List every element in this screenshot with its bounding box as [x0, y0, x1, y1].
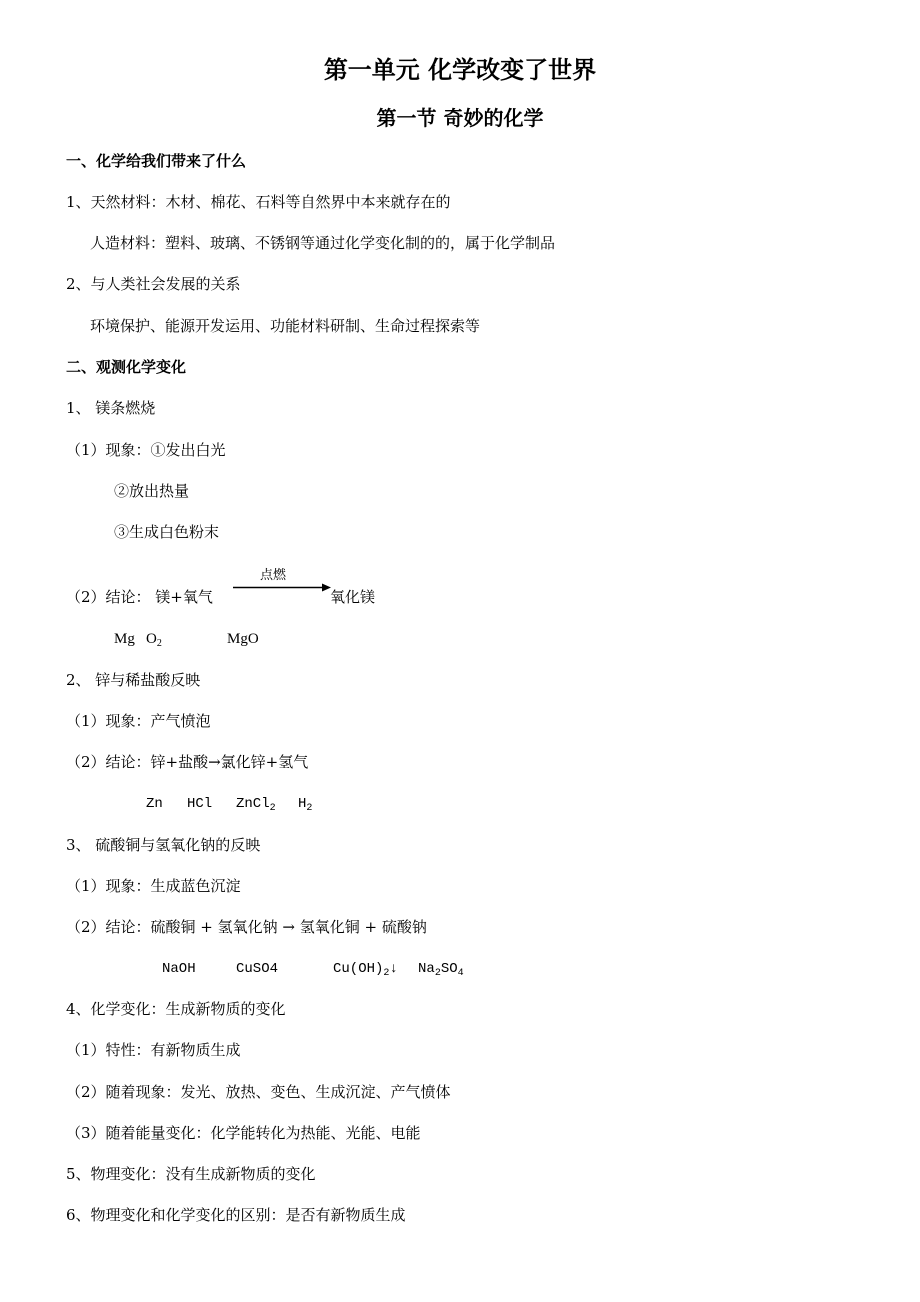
magnesium-phenomenon-1: （1）现象：①发出白光 — [66, 441, 226, 459]
copper-sulfate-reaction-title: 3、 硫酸铜与氢氧化钠的反映 — [66, 836, 261, 854]
formula-hcl: HCl — [187, 796, 213, 812]
zinc-phenomenon: （1）现象：产气愤泡 — [66, 712, 211, 730]
formula-h2: $H_2$ — [298, 796, 313, 814]
physical-change-definition: 5、物理变化：没有生成新物质的变化 — [66, 1165, 316, 1183]
formula-zn: Zn — [146, 796, 163, 812]
heading-what-chemistry-brings: 一、化学给我们带来了什么 — [66, 152, 247, 170]
formula-naoh: NaOH — [162, 961, 196, 977]
formula-o2: $O_2$ — [146, 631, 162, 649]
copper-sulfate-phenomenon: （1）现象：生成蓝色沉淀 — [66, 877, 241, 895]
precipitate-arrow-icon: ↓ — [389, 961, 398, 977]
formula-mgo: MgO — [227, 631, 259, 647]
formula-zncl2: ZnCl$_2$ — [236, 796, 276, 814]
section-title: 第一节 奇妙的化学 — [376, 106, 544, 130]
magnesium-conclusion-reactants: （2）结论： 镁+氧气 — [66, 588, 213, 606]
chemical-change-feature: （1）特性：有新物质生成 — [66, 1041, 241, 1059]
chemical-change-energy: （3）随着能量变化：化学能转化为热能、光能、电能 — [66, 1124, 421, 1142]
zinc-reaction-title: 2、 锌与稀盐酸反映 — [66, 671, 201, 689]
natural-materials-line: 1、天然材料：木材、棉花、石料等自然界中本来就存在的 — [66, 193, 451, 211]
arrow-icon — [232, 568, 332, 598]
formula-mg: Mg — [114, 631, 135, 647]
copper-sulfate-conclusion: （2）结论：硫酸铜 + 氢氧化钠 → 氢氧化铜 + 硫酸钠 — [66, 918, 427, 936]
reaction-arrow — [232, 568, 332, 598]
magnesium-phenomenon-2: ②放出热量 — [114, 482, 190, 500]
artificial-materials-line: 人造材料：塑料、玻璃、不锈钢等通过化学变化制的的，属于化学制品 — [90, 234, 556, 252]
relation-areas-line: 环境保护、能源开发运用、功能材料研制、生命过程探索等 — [90, 317, 481, 335]
formula-cuso4: CuSO4 — [236, 961, 279, 977]
zinc-conclusion: （2）结论：锌+盐酸→氯化锌+氢气 — [66, 753, 309, 771]
heading-observe-change: 二、观测化学变化 — [66, 358, 187, 376]
page-title: 第一单元 化学改变了世界 — [323, 55, 597, 84]
chemical-change-phenomena: （2）随着现象：发光、放热、变色、生成沉淀、产气愤体 — [66, 1083, 451, 1101]
ignition-condition-label: 点燃 — [260, 568, 287, 583]
formula-cuoh2: $Cu(OH)_2↓$ — [333, 961, 398, 979]
relation-heading-line: 2、与人类社会发展的关系 — [66, 275, 241, 293]
chemical-change-definition: 4、化学变化：生成新物质的变化 — [66, 1000, 286, 1018]
difference-line: 6、物理变化和化学变化的区别：是否有新物质生成 — [66, 1206, 406, 1224]
formula-na2so4: $Na_2SO_4$ — [418, 961, 464, 979]
magnesium-conclusion-product: 氧化镁 — [330, 588, 376, 606]
magnesium-phenomenon-3: ③生成白色粉末 — [114, 523, 220, 541]
magnesium-burning-title: 1、 镁条燃烧 — [66, 399, 156, 417]
